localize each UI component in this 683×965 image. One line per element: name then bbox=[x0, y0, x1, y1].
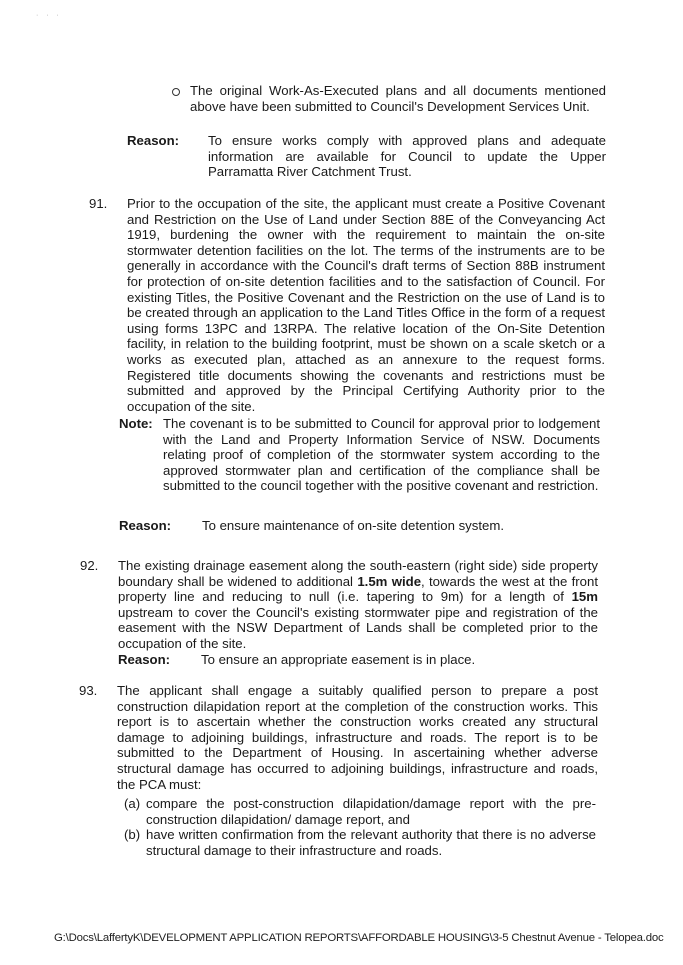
condition-text: The existing drainage easement along the south-eastern (right side) side property boundary shall be widened to additional bbox=[118, 558, 598, 589]
condition-number: 92. bbox=[80, 558, 99, 573]
scan-artifact: · · · bbox=[36, 12, 62, 19]
reason-text: To ensure works comply with approved plans and adequate information are available for Council to update the Upper Parramatta River Catchment Trust. bbox=[208, 133, 606, 180]
bullet-paragraph: The original Work-As-Executed plans and all documents mentioned above have been submitted to Council's Development Services Unit. bbox=[190, 83, 606, 114]
emphasis-text: 1.5m wide bbox=[357, 573, 422, 589]
list-item-text: have written confirmation from the relevant authority that there is no adverse structural damage to their infrastructure and roads. bbox=[146, 827, 596, 858]
condition-body: The applicant shall engage a suitably qualified person to prepare a post construction dilapidation report at the completion of the construction works. This report is to ascertain whether the construction works created any structural damage to adjoining buildings, infrastructure and roads. The report is to be submitted to the Department of Housing. In ascertaining whether adverse structural damage has occurred to adjoining buildings, infrastructure and roads, the PCA must: bbox=[117, 683, 598, 792]
bullet-icon bbox=[172, 88, 180, 96]
list-marker: (b) bbox=[124, 827, 141, 842]
condition-body bbox=[118, 558, 598, 652]
reason-label: Reason: bbox=[118, 652, 171, 667]
reason-text: To ensure maintenance of on-site detention system. bbox=[202, 518, 505, 533]
list-marker: (a) bbox=[124, 796, 141, 811]
footer-file-path: G:\Docs\LaffertyK\DEVELOPMENT APPLICATION REPORTS\AFFORDABLE HOUSING\3-5 Chestnut Avenue - Telopea.doc bbox=[54, 932, 664, 944]
reason-label: Reason: bbox=[119, 518, 172, 533]
condition-number: 91. bbox=[89, 196, 108, 211]
condition-body: Prior to the occupation of the site, the applicant must create a Positive Covenant and Restriction on the Use of Land under Section 88E of the Conveyancing Act 1919, burdening the owner with the requirement to maintain the on-site stormwater detention facilities on the lot. The terms of the instruments are to be generally in accordance with the Council's draft terms of Section 88B instrument for protection of on-site detention facilities and to the satisfaction of Council. For existing Titles, the Positive Covenant and the Restriction on the use of Land is to be created through an application to the Land Titles Office in the form of a request using forms 13PC and 13RPA. The relative location of the On-Site Detention facility, in relation to the building footprint, must be shown on a scale sketch or a works as executed plan, attached as an annexure to the request forms. Registered title documents showing the covenants and restrictions must be submitted and approved by the Principal Certifying Authority prior to the occupation of the site. bbox=[127, 196, 605, 414]
list-item-text: compare the post-construction dilapidation/damage report with the pre-construction dilapidation/ damage report, and bbox=[146, 796, 596, 827]
condition-text: upstream to cover the Council's existing stormwater pipe and registration of the easement with the NSW Department of Lands shall be completed prior to the occupation of the site. bbox=[118, 604, 598, 651]
reason-label: Reason: bbox=[127, 133, 180, 148]
emphasis-text: 15m bbox=[571, 589, 598, 605]
note-label: Note: bbox=[119, 416, 153, 431]
condition-number: 93. bbox=[79, 683, 98, 698]
note-text: The covenant is to be submitted to Council for approval prior to lodgement with the Land and Property Information Service of NSW. Documents relating proof of completion of the stormwater system according to the approved stormwater plan and certification of the compliance shall be submitted to the council together with the positive covenant and restriction. bbox=[163, 416, 600, 494]
condition-text: , towards the west at the front property line and reducing to null (i.e. tapering to 9m) for a length of bbox=[118, 573, 598, 605]
reason-text: To ensure an appropriate easement is in place. bbox=[201, 652, 476, 667]
